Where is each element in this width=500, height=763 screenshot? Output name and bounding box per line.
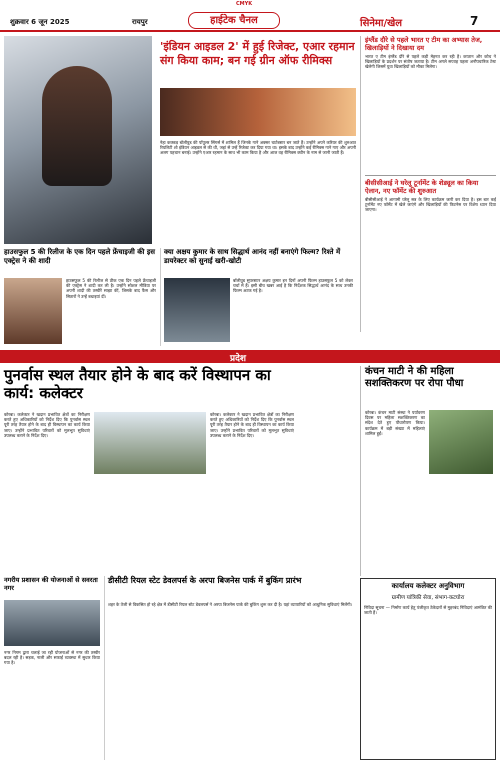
state-headline-1: पुनर्वास स्थल तैयार होने के बाद करें विस्थापन का कार्य: कलेक्टर <box>4 366 271 402</box>
sports-body-1: भारत ए टीम इंग्लैंड दौरे से पहले कड़ी मेहनत कर रही है। कप्तान और कोच ने खिलाड़ियों के प्रदर्शन पर संतोष जताया है। टीम अगले सप्ताह पहला अनौपचारिक टेस्ट खेलेगी जिसमें युवा खिलाड़ियों को मौका मिलेगा। <box>365 54 496 70</box>
film-headline-1: हाउसफुल 5 की रिलीज के एक दिन पहले फ्रेंचाइजी की इस एक्ट्रेस ने की शादी <box>4 248 156 265</box>
state-story-3 <box>360 366 496 576</box>
page-number: 7 <box>470 14 479 28</box>
film-body-1: हाउसफुल 5 की रिलीज से ठीक एक दिन पहले फ्रेंचाइजी की एक्ट्रेस ने शादी कर ली है। उन्होंने सोशल मीडिया पर अपनी शादी की तस्वीरें साझा कीं, जिसके बाद फैंस और सितारों ने उन्हें बधाइयां दीं। <box>66 278 156 299</box>
state-photo-4 <box>4 600 100 646</box>
notice-subtitle: ग्रामीण यांत्रिकी सेवा, संभाग-कटघोरा <box>391 595 465 601</box>
sports-column <box>360 36 496 332</box>
lead-photo-small <box>160 88 356 136</box>
section-name: सिनेमा/खेल <box>360 18 403 29</box>
state-body-5: शहर के तेजी से विकसित हो रहे क्षेत्र में डीसीटी रियल स्टेट डेवलपर्स ने अरपा बिजनेस पार्क की बुकिंग शुरू कर दी है। यहां व्यापारियों को आधुनिक सुविधाएं मिलेंगी। <box>108 602 353 607</box>
state-headline-5: डीसीटी रियल स्टेट डेवलपर्स के अरपा बिजनेस पार्क में बुकिंग प्रारंभ <box>108 576 302 585</box>
lead-headline <box>160 40 356 86</box>
lead-photo-figure <box>42 66 112 186</box>
brand-mark: CMYK <box>236 1 253 7</box>
state-body-4: नगर निगम द्वारा चलाई जा रही योजनाओं से नगर की तस्वीर बदल रही है। सड़क, नाली और सफाई व्यवस्था में सुधार किया गया है। <box>4 650 100 666</box>
notice-body: निविदा सूचना — निर्माण कार्य हेतु पंजीकृत ठेकेदारों से मुहरबंद निविदाएं आमंत्रित की जाती हैं। <box>364 605 492 616</box>
film-story-1 <box>4 248 156 346</box>
state-story-5 <box>104 576 358 760</box>
state-body-1: कोरबा। कलेक्टर ने खदान प्रभावित क्षेत्रों का निरीक्षण करते हुए अधिकारियों को निर्देश दिए कि पुनर्वास स्थल पूरी तरह तैयार होने के बाद ही विस्थापन का कार्य किया जाए। उन्होंने प्रभावित परिवारों को मूलभूत सुविधाएं उपलब्ध कराने के निर्देश दिए। <box>4 412 90 438</box>
notice-title: कार्यालय कलेक्टर अनुविभाग <box>391 582 465 590</box>
lead-headline-text: 'इंडियन आइडल 2' में हुई रिजेक्ट, एआर रहमान संग किया काम; बन गई ग्रीन ऑफ रीमिक्स <box>160 40 355 67</box>
state-body-3: कोरबा। कंचन माटी संस्था ने पर्यावरण दिवस पर महिला सशक्तिकरण का संदेश देते हुए पौधारोपण किया। कार्यक्रम में बड़ी संख्या में महिलाएं शामिल हुईं। <box>365 410 425 436</box>
issue-date: शुक्रवार 6 जून 2025 <box>10 18 70 26</box>
sports-divider <box>365 175 496 176</box>
state-photo-1 <box>94 412 206 474</box>
sports-headline-2: बीसीसीआई ने घरेलू टूर्नामेंट के शेड्यूल का किया ऐलान, नए फॉर्मेट की शुरुआत <box>365 179 479 195</box>
film-story-2 <box>160 248 356 346</box>
notice-box <box>360 578 496 760</box>
sports-body-2: बीसीसीआई ने आगामी घरेलू सत्र के लिए कार्यक्रम जारी कर दिया है। इस बार कई टूर्नामेंट नए फॉर्मेट में खेले जाएंगे और खिलाड़ियों की फिटनेस पर विशेष ध्यान दिया जाएगा। <box>365 197 496 213</box>
masthead-bar <box>0 10 500 32</box>
paper-logo: हाईटेक चैनल <box>188 12 280 29</box>
state-photo-3 <box>429 410 493 474</box>
state-story-4 <box>4 576 100 760</box>
film-body-2: बॉलीवुड सुपरस्टार अक्षय कुमार इन दिनों अपनी फिल्म हाउसफुल 5 को लेकर चर्चा में हैं। इसी बीच खबर आई है कि निर्देशक सिद्धार्थ आनंद के साथ उनकी फिल्म अटक गई है। <box>233 278 353 294</box>
state-headline-3: कंचन माटी ने की महिला सशक्तिकरण पर रोपा पौधा <box>365 366 464 389</box>
edition-city: रायपुर <box>132 18 148 26</box>
state-story-2 <box>160 366 294 406</box>
film-headline-2: क्या अक्षय कुमार के साथ सिद्धार्थ आनंद नहीं बनाएंगे फिल्म? रिश्ते में डायरेक्टर को सुनाई खरी-खोटी <box>164 248 341 265</box>
lead-photo <box>4 36 152 244</box>
lead-body: नेहा कक्कड़ बॉलीवुड की पॉपुलर सिंगर्स में शामिल हैं जिनके गाने अक्सर चार्टबस्टर बन जाते हैं। उन्होंने अपने करियर की शुरुआत रियलिटी शो इंडियन आइडल से की थी, जहां से उन्हें रिजेक्ट कर दिया गया था। इसके बाद उन्होंने कई रीमिक्स गाने गाए और अपनी अलग पहचान बनाई। उन्होंने एआर रहमान के साथ भी काम किया है और आज वह रीमिक्स क्वीन के नाम से जानी जाती हैं। <box>160 140 356 156</box>
film-photo-2 <box>164 278 230 342</box>
sports-headline-1: इंग्लैंड दौरे से पहले भारत ए टीम का अभ्यास तेज, खिलाड़ियों ने दिखाया दम <box>365 36 483 52</box>
section-label: प्रदेश <box>230 354 247 364</box>
state-headline-4: नगरीय प्रशासन की योजनाओं से सवरता नगर <box>4 576 98 592</box>
state-body-1b: कोरबा। कलेक्टर ने खदान प्रभावित क्षेत्रों का निरीक्षण करते हुए अधिकारियों को निर्देश दिए कि पुनर्वास स्थल पूरी तरह तैयार होने के बाद ही विस्थापन का कार्य किया जाए। उन्होंने प्रभावित परिवारों को मूलभूत सुविधाएं उपलब्ध कराने के निर्देश दिए। <box>210 412 294 438</box>
film-photo-1 <box>4 278 62 344</box>
section-bar <box>0 350 500 363</box>
